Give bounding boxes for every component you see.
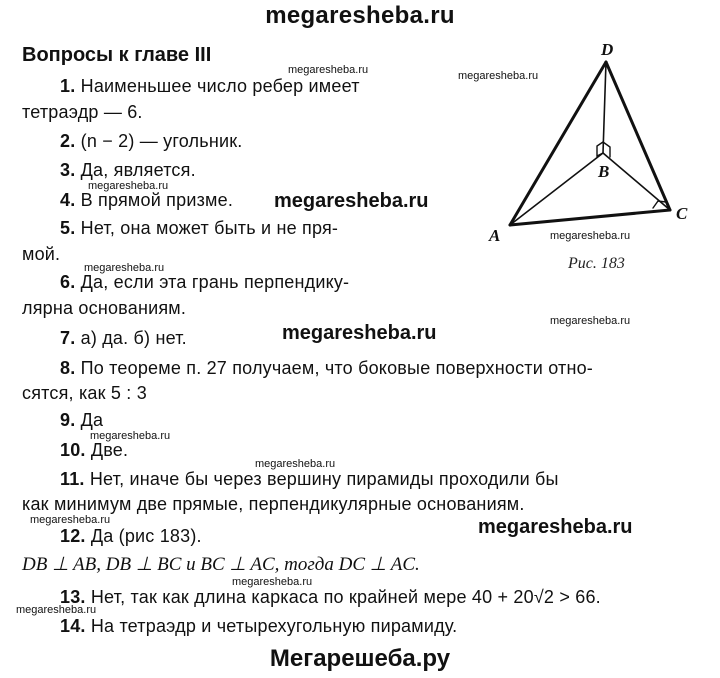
site-header-watermark: megaresheba.ru — [265, 2, 455, 29]
answer-text: Да — [80, 410, 104, 430]
answer-text: В прямой призме. — [80, 190, 234, 210]
vertex-label-d: D — [601, 40, 614, 59]
watermark-large: megaresheba.ru — [274, 190, 429, 212]
site-footer-watermark: Мегарешеба.ру — [269, 645, 451, 672]
answer-1 — [60, 76, 360, 97]
answer-number: 8. — [60, 358, 76, 378]
answer-text: Нет, она может быть и не пря- — [80, 218, 339, 238]
answer-text: Да, является. — [80, 160, 196, 180]
watermark: megaresheba.ru — [84, 262, 165, 274]
answer-12-continuation: DB ⊥ AB, DB ⊥ BC и BC ⊥ AC, тогда DC ⊥ AC. — [22, 554, 420, 575]
watermark: megaresheba.ru — [16, 604, 97, 616]
answer-text: На тетраэдр и четырехугольную пирамиду. — [90, 616, 458, 636]
edge-ab — [510, 153, 603, 225]
answer-11 — [60, 469, 559, 490]
answer-text: Нет, так как длина каркаса по крайней мере 40 + 20√2 > 66. — [90, 587, 601, 607]
answer-14 — [60, 616, 457, 637]
answer-2 — [60, 131, 243, 152]
edge-dc — [606, 62, 670, 210]
watermark-large: megaresheba.ru — [478, 516, 633, 538]
answer-text: Да (рис 183). — [90, 526, 202, 546]
right-angle-mark-b — [597, 142, 603, 156]
answer-number: 14. — [60, 616, 86, 636]
answer-10 — [60, 440, 128, 461]
watermark: megaresheba.ru — [458, 70, 539, 82]
watermark: megaresheba.ru — [30, 514, 111, 526]
answer-number: 6. — [60, 272, 76, 292]
edge-db — [603, 62, 606, 153]
answer-text: Наименьшее число ребер имеет — [80, 76, 360, 96]
vertex-label-c: C — [676, 204, 688, 223]
answer-number: 4. — [60, 190, 76, 210]
edge-ac — [510, 210, 670, 225]
vertex-label-b: B — [598, 162, 610, 181]
answer-number: 7. — [60, 328, 76, 348]
answer-text: Нет, иначе бы через вершину пирамиды проходили бы — [89, 469, 559, 489]
section-heading: Вопросы к главе III — [22, 44, 212, 66]
answer-number: 2. — [60, 131, 76, 151]
answer-5 — [60, 218, 338, 239]
answer-number: 10. — [60, 440, 86, 460]
answer-3 — [60, 160, 196, 181]
answer-number: 5. — [60, 218, 76, 238]
watermark: megaresheba.ru — [288, 64, 369, 76]
edge-da — [510, 62, 606, 225]
answer-11-continuation: как минимум две прямые, перпендикулярные основаниям. — [22, 494, 525, 514]
answer-number: 1. — [60, 76, 76, 96]
vertex-label-a: A — [489, 226, 501, 245]
watermark: megaresheba.ru — [90, 430, 171, 442]
answer-1-continuation: тетраэдр — 6. — [22, 102, 143, 122]
answer-6 — [60, 272, 349, 293]
watermark: megaresheba.ru — [88, 180, 169, 192]
watermark-large: megaresheba.ru — [282, 322, 437, 344]
answer-13 — [60, 587, 601, 608]
figure-caption: Рис. 183 — [568, 255, 625, 272]
answer-text: Две. — [90, 440, 129, 460]
answer-number: 3. — [60, 160, 76, 180]
answer-text: По теореме п. 27 получаем, что боковые поверхности отно- — [80, 358, 594, 378]
answer-number: 12. — [60, 526, 86, 546]
answer-4 — [60, 190, 233, 211]
answer-7 — [60, 328, 187, 349]
answer-text: (n − 2) — угольник. — [80, 131, 243, 151]
watermark: megaresheba.ru — [550, 315, 631, 327]
answer-text: Да, если эта грань перпендику- — [80, 272, 350, 292]
answer-8 — [60, 358, 593, 379]
answer-5-continuation: мой. — [22, 244, 61, 264]
watermark: megaresheba.ru — [255, 458, 336, 470]
answer-number: 11. — [60, 469, 85, 489]
answer-text: а) да. б) нет. — [80, 328, 187, 348]
answer-9 — [60, 410, 103, 431]
answer-number: 9. — [60, 410, 76, 430]
watermark: megaresheba.ru — [550, 230, 631, 242]
answer-8-continuation: сятся, как 5 : 3 — [22, 383, 147, 403]
answer-6-continuation: лярна основаниям. — [22, 298, 187, 318]
answer-number: 13. — [60, 587, 86, 607]
watermark: megaresheba.ru — [232, 576, 313, 588]
answer-12 — [60, 526, 202, 547]
